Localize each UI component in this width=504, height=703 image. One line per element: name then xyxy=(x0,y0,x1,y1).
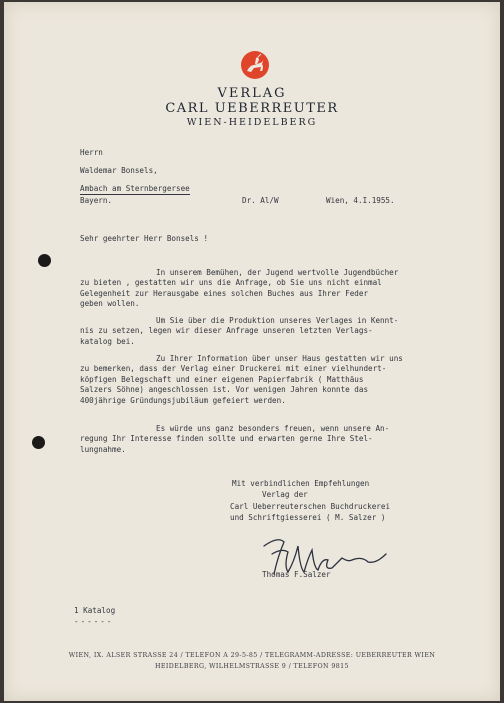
closing-line: Mit verbindlichen Empfehlungen xyxy=(232,479,370,488)
footer-line-2: HEIDELBERG, WILHELMSTRASSE 9 / TELEFON 9815 xyxy=(155,663,349,670)
recipient-region: Bayern. xyxy=(80,196,113,205)
footer-line-1: WIEN, IX. ALSER STRASSE 24 / TELEFON A 29-5-85 / TELEGRAMM-ADRESSE: UEBERREUTER WIEN xyxy=(68,652,436,659)
enclosure-note: 1 Katalog xyxy=(74,606,116,615)
reference-code: Dr. Al/W xyxy=(242,196,279,205)
paragraph-line: katalog bei. xyxy=(80,336,135,346)
paragraph-line: Gelegenheit zur Herausgabe eines solchen Buches aus Ihrer Feder xyxy=(80,288,369,298)
paragraph-line: Salzers Söhne) angeschlossen ist. Vor wenigen Jahren konnte das xyxy=(80,385,369,395)
publisher-logo-icon xyxy=(240,50,270,80)
letterhead-line-3: WIEN-HEIDELBERG xyxy=(186,117,318,128)
paragraph-1 xyxy=(80,268,398,310)
paragraph-line: lungnahme. xyxy=(80,444,126,454)
signatory-name: Thomas F.Salzer xyxy=(262,570,331,579)
letterhead-line-1: VERLAG xyxy=(217,86,287,101)
paragraph-line: Zu Ihrer Information über unser Haus gestatten wir uns xyxy=(156,354,403,363)
paragraph-line: 400jährige Gründungsjubiläum gefeiert werden. xyxy=(80,395,286,405)
paragraph-2 xyxy=(80,316,398,347)
letter-paper xyxy=(4,2,500,701)
greeting: Sehr geehrter Herr Bonsels ! xyxy=(80,234,209,243)
closing-block xyxy=(230,478,390,523)
closing-line: Verlag der xyxy=(262,490,308,500)
punch-hole-top xyxy=(38,254,51,267)
paragraph-line: geben wollen. xyxy=(80,299,140,309)
recipient-address: Ambach am Sternbergersee xyxy=(80,184,190,195)
paragraph-line: zu bieten , gestatten wir uns die Anfrage, ob Sie uns nicht einmal xyxy=(80,278,382,288)
closing-line: Carl Ueberreuterschen Buchdruckerei xyxy=(230,501,391,511)
paragraph-line: nis zu setzen, legen wir dieser Anfrage unseren letzten Verlags- xyxy=(80,326,373,336)
letterhead-line-2: CARL UEBERREUTER xyxy=(165,101,339,116)
paragraph-3 xyxy=(80,354,403,406)
recipient-title: Herrn xyxy=(80,148,103,157)
paragraph-4 xyxy=(80,424,389,455)
paragraph-line: Es würde uns ganz besonders freuen, wenn unsere An- xyxy=(156,424,390,433)
paragraph-line: Um Sie über die Produktion unseres Verlages in Kennt- xyxy=(156,316,399,325)
paragraph-line: regung Ihr Interesse finden sollte und erwarten gerne Ihre Stel- xyxy=(80,434,373,444)
paragraph-line: zu bemerken, dass der Verlag einer Druckerei mit einer vielhundert- xyxy=(80,364,387,374)
closing-line: und Schriftgiesserei ( M. Salzer ) xyxy=(230,512,386,522)
recipient-name: Waldemar Bonsels, xyxy=(80,166,158,175)
paragraph-line: köpfigen Belegschaft und einer eigenen Papierfabrik ( Matthäus xyxy=(80,374,364,384)
enclosure-rule: ------ xyxy=(74,617,114,626)
paragraph-line: In unserem Bemühen, der Jugend wertvolle Jugendbücher xyxy=(156,268,399,277)
letter-date: Wien, 4.I.1955. xyxy=(326,196,395,205)
punch-hole-bottom xyxy=(32,436,45,449)
